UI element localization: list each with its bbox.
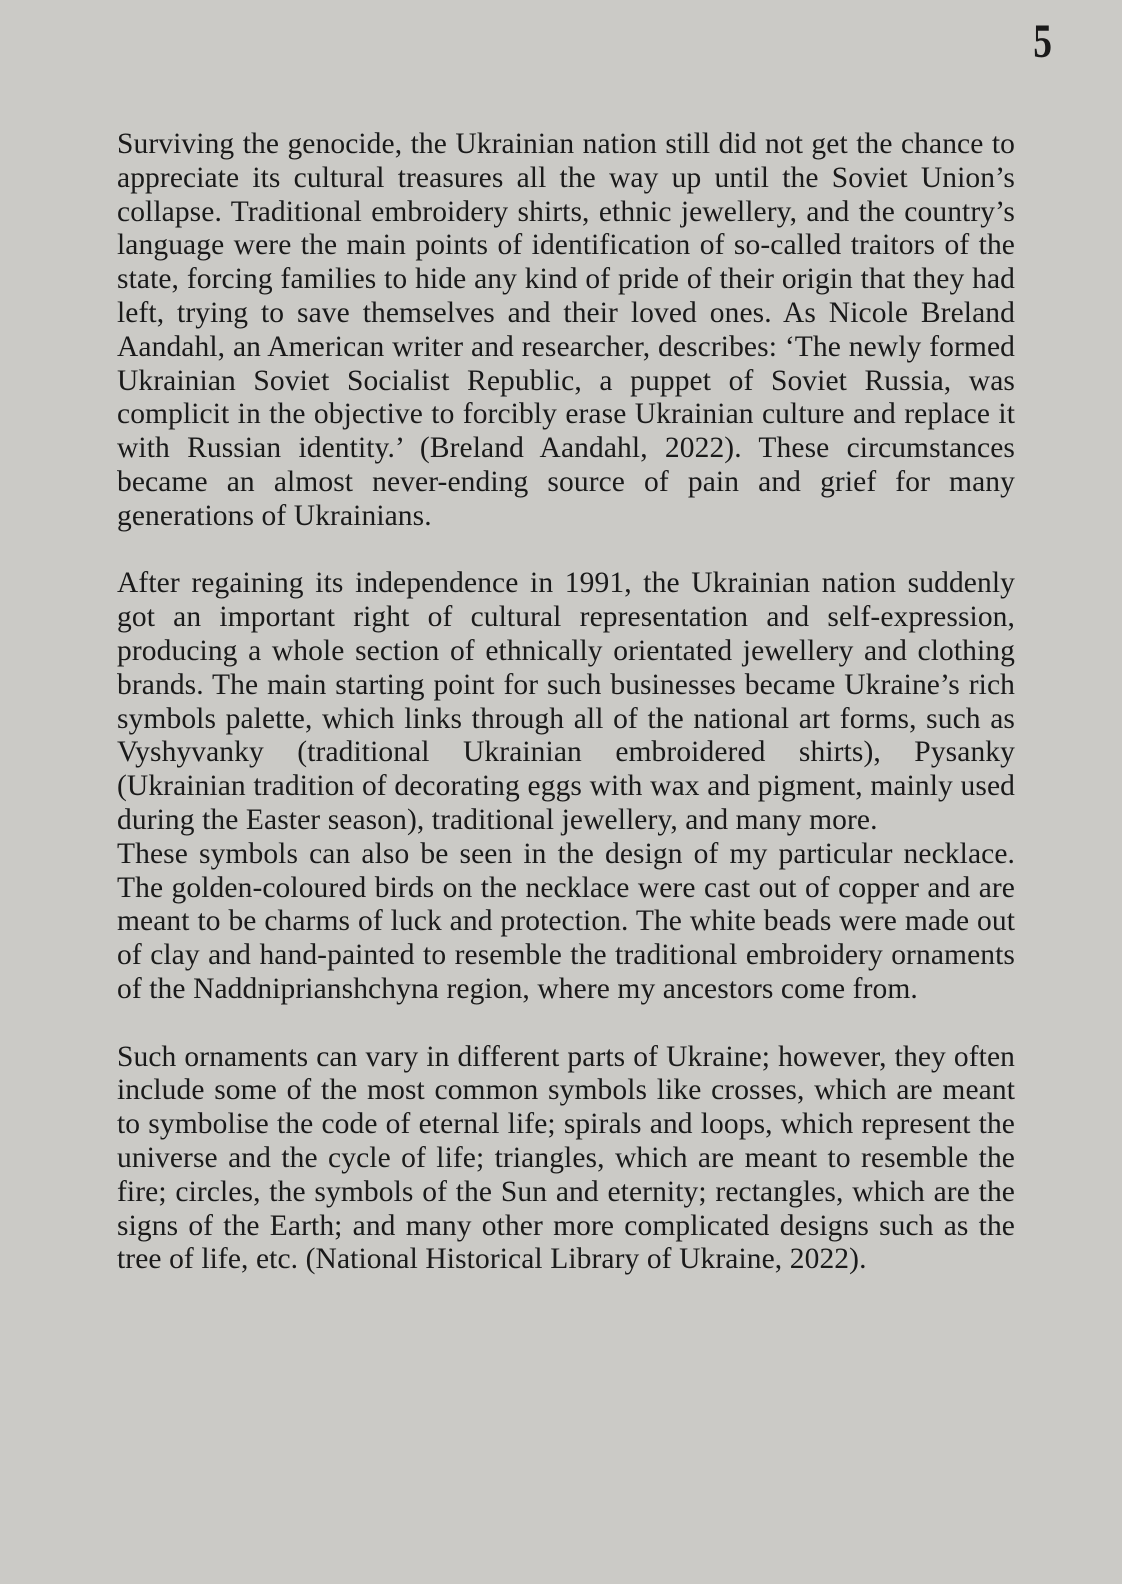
body-text [117,128,1015,1277]
paragraph-ornaments: Such ornaments can vary in different parts of Ukraine; however, they often include some of the most common symbols like crosses, which are meant to symbolise the code of eternal life; spirals and loops, which represent the universe and the cycle of life; triangles, which are meant to resemble the fire; circles, the symbols of the Sun and eternity; rectangles, which are the signs of the Earth; and many other more complicated designs such as the tree of life, etc. (National Historical Library of Ukraine, 2022). [117,1040,1015,1276]
paragraph-spacer [117,1007,1015,1041]
paragraph-spacer [117,534,1015,568]
page-number: 5 [1033,15,1052,68]
paragraph-independence: After regaining its independence in 1991, the Ukrainian nation suddenly got an important right of cultural representation and self-expression, producing a whole section of ethnically orientated jewellery and clothing brands. The main starting point for such businesses became Ukraine’s rich symbols palette, which links through all of the national art forms, such as Vyshyvanky (traditional Ukrainian embroidered shirts), Pysanky (Ukrainian tradition of decorating eggs with wax and pigment, mainly used during the Easter season), traditional jewellery, and many more. [117,567,1015,836]
paragraph-genocide: Surviving the genocide, the Ukrainian nation still did not get the chance to appreciate its cultural treasures all the way up until the Soviet Union’s collapse. Traditional embroidery shirts, ethnic jewellery, and the country’s language were the main points of identification of so-called traitors of the state, forcing families to hide any kind of pride of their origin that they had left, trying to save themselves and their loved ones. As Nicole Breland Aandahl, an American writer and researcher, describes: ‘The newly formed Ukrainian Soviet Socialist Republic, a puppet of Soviet Russia, was complicit in the objective to forcibly erase Ukrainian culture and replace it with Russian identity.’ (Breland Aandahl, 2022). These circumstances became an almost never-ending source of pain and grief for many generations of Ukrainians. [117,128,1015,532]
paragraph-necklace: These symbols can also be seen in the design of my particular necklace. The golden-coloured birds on the necklace were cast out of copper and are meant to be charms of luck and protection. The white beads were made out of clay and hand-painted to resemble the traditional embroidery ornaments of the Naddniprianshchyna region, where my ancestors come from. [117,837,1015,1005]
